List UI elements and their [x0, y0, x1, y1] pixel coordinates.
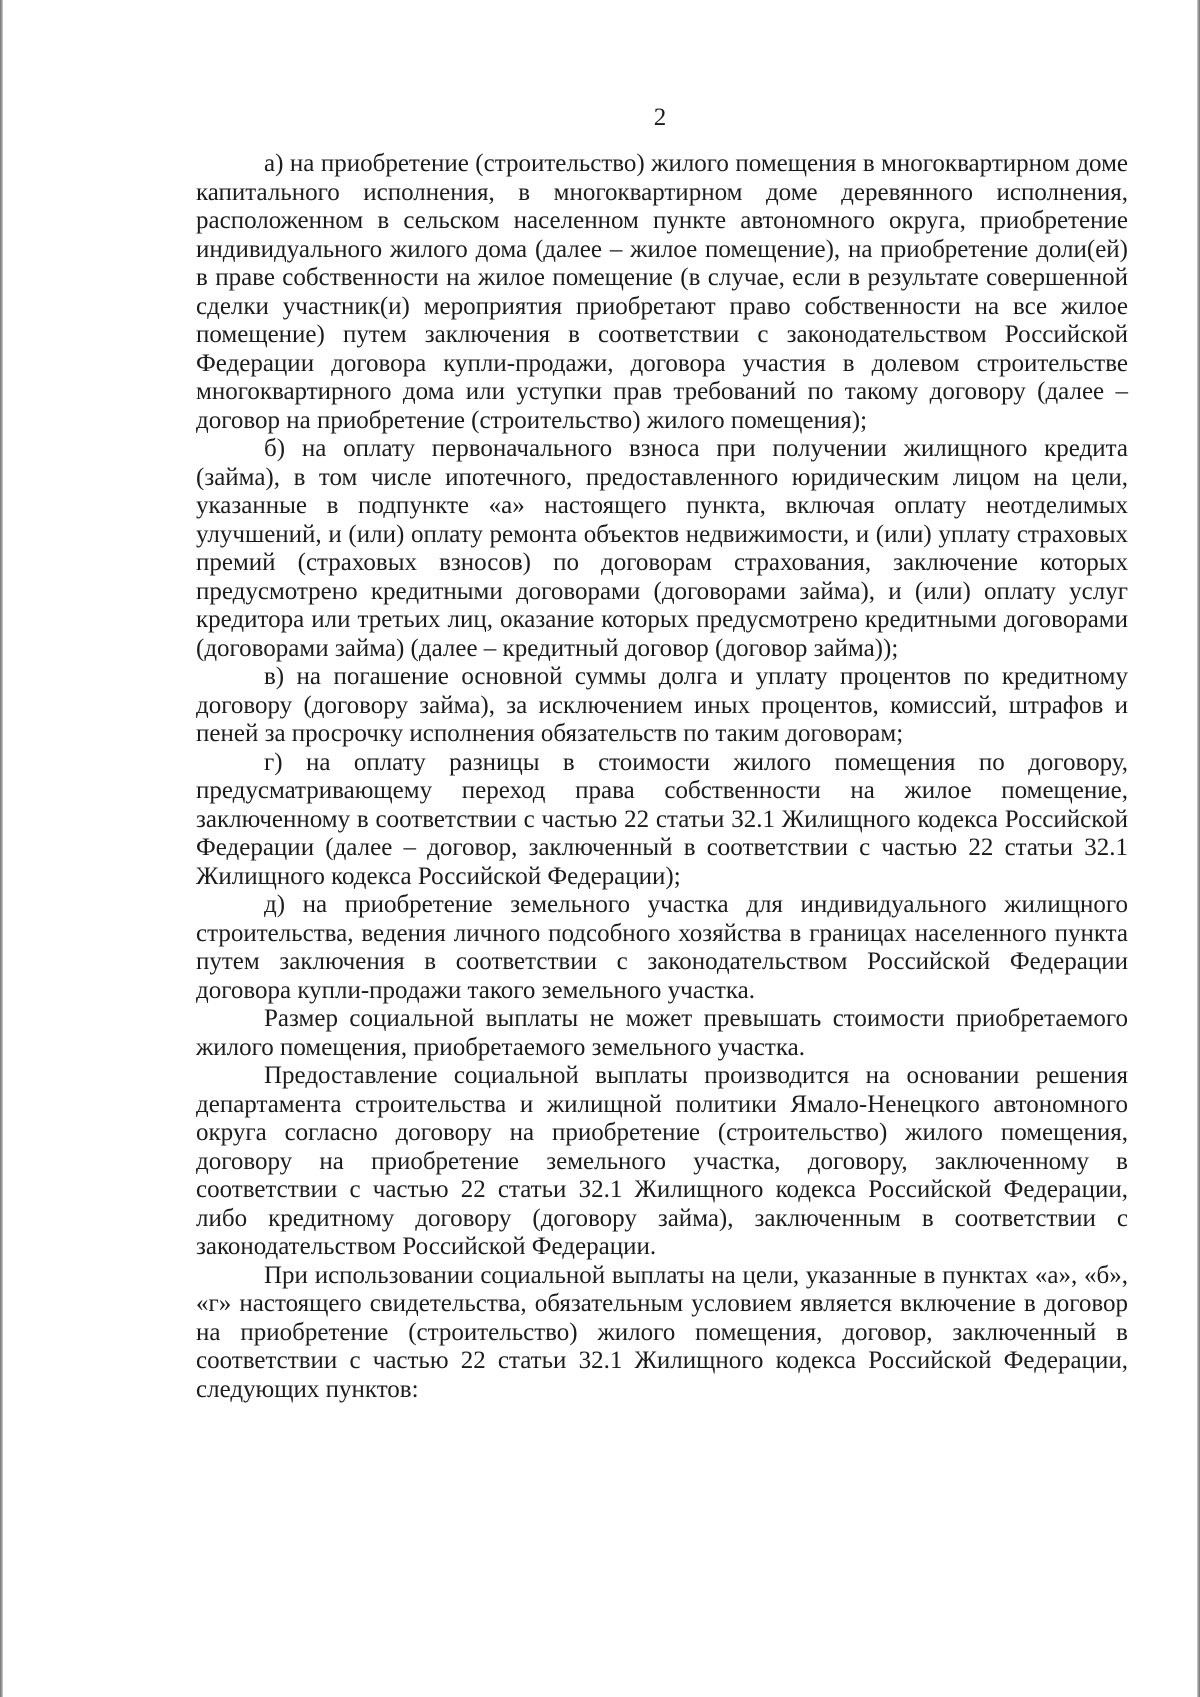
paragraph-item-d: д) на приобретение земельного участка для индивидуального жилищного строительства, ведения личного подсобного хозяйства в границах населенного пункта путем заключения в соответствии с законодательством Российской Федерации договора купли-продажи такого земельного участка.	[196, 891, 1128, 1004]
page-number: 2	[653, 104, 667, 131]
paragraph-item-v: в) на погашение основной суммы долга и уплату процентов по кредитному договору (договору займа), за исключением иных процентов, комиссий, штрафов и пеней за просрочку исполнения обязательств по таким договорам;	[196, 663, 1128, 747]
paragraph-item-a: а) на приобретение (строительство) жилого помещения в многоквартирном доме капитального исполнения, в многоквартирном доме деревянного исполнения, расположенном в сельском населенном пункте автономного округа, приобретение индивидуального жилого дома (далее – жилое помещение), на приобретение доли(ей) в праве собственности на жилое помещение (в случае, если в результате совершенной сделки участник(и) мероприятия приобретают право собственности на все жилое помещение) путем заключения в соответствии с законодательством Российской Федерации договора купли-продажи, договора участия в долевом строительстве многоквартирного дома или уступки прав требований по такому договору (далее – договор на приобретение (строительство) жилого помещения);	[196, 150, 1128, 434]
scan-edge-left	[0, 0, 3, 1697]
paragraph-usage-condition: При использовании социальной выплаты на цели, указанные в пунктах «а», «б», «г» настоящего свидетельства, обязательным условием является включение в договор на приобретение (строительство) жилого помещения, договор, заключенный в соответствии с частью 22 статьи 32.1 Жилищного кодекса Российской Федерации, следующих пунктов:	[196, 1261, 1128, 1403]
paragraph-item-g: г) на оплату разницы в стоимости жилого помещения по договору, предусматривающему переход права собственности на жилое помещение, заключенному в соответствии с частью 22 статьи 32.1 Жилищного кодекса Российской Федерации (далее – договор, заключенный в соответствии с частью 22 статьи 32.1 Жилищного кодекса Российской Федерации);	[196, 748, 1128, 890]
paragraph-payment-limit: Размер социальной выплаты не может превышать стоимости приобретаемого жилого помещения, приобретаемого земельного участка.	[196, 1005, 1128, 1061]
document-body	[196, 150, 1128, 1404]
paragraph-item-b: б) на оплату первоначального взноса при получении жилищного кредита (займа), в том числе ипотечного, предоставленного юридическим лицом на цели, указанные в подпункте «а» настоящего пункта, включая оплату неотделимых улучшений, и (или) оплату ремонта объектов недвижимости, и (или) уплату страховых премий (страховых взносов) по договорам страхования, заключение которых предусмотрено кредитными договорами (договорами займа), и (или) оплату услуг кредитора или третьих лиц, оказание которых предусмотрено кредитными договорами (договорами займа) (далее – кредитный договор (договор займа));	[196, 435, 1128, 662]
paragraph-payment-basis: Предоставление социальной выплаты производится на основании решения департамента строительства и жилищной политики Ямало-Ненецкого автономного округа согласно договору на приобретение (строительство) жилого помещения, договору на приобретение земельного участка, договору, заключенному в соответствии с частью 22 статьи 32.1 Жилищного кодекса Российской Федерации, либо кредитному договору (договору займа), заключенным в соответствии с законодательством Российской Федерации.	[196, 1062, 1128, 1260]
